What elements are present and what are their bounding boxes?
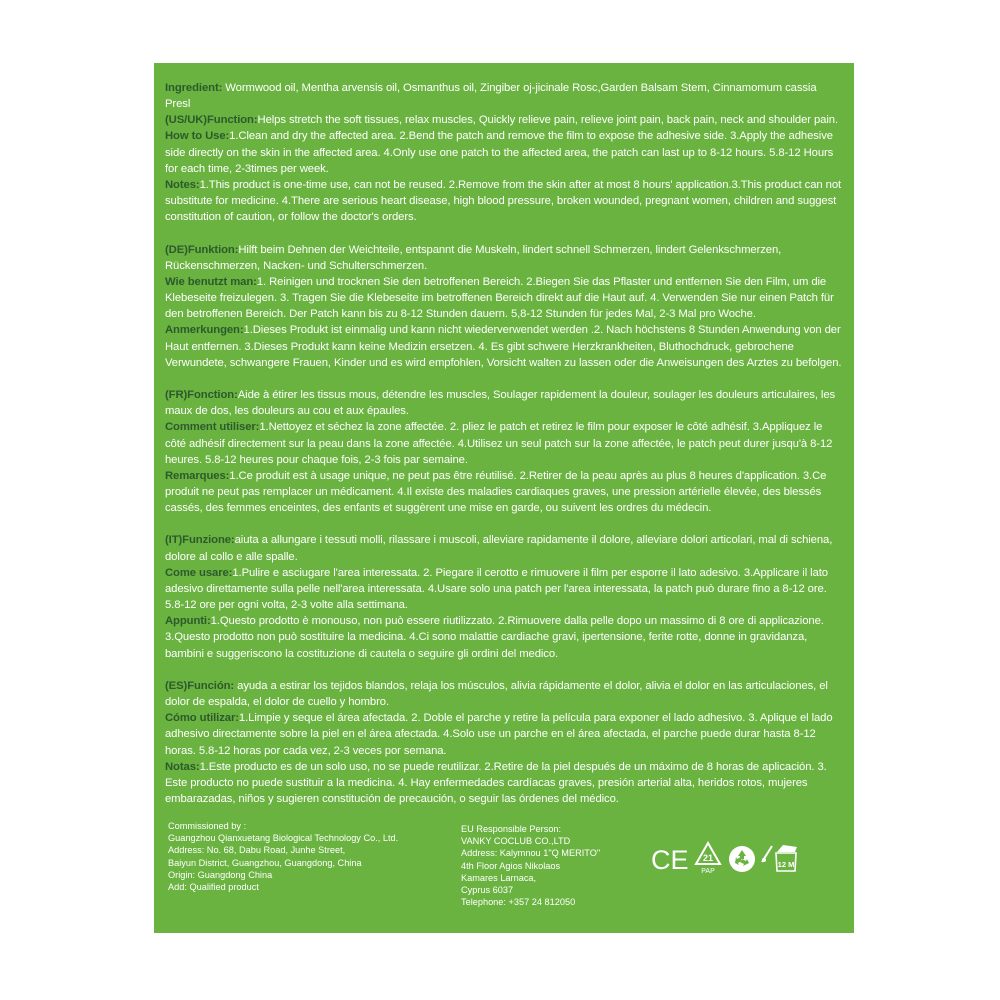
pap-recycling-icon <box>693 841 723 875</box>
section-label: Wie benutzt man: <box>165 275 257 288</box>
info-paragraph <box>165 387 844 419</box>
language-section <box>165 678 844 807</box>
info-paragraph <box>165 274 844 322</box>
info-paragraph <box>165 112 844 128</box>
footer-line: Telephone: +357 24 812050 <box>461 897 576 908</box>
section-text: 1.Este producto es de un solo uso, no se puede reutilizar. 2.Retire de la piel después de un máximo de 8 horas de aplicación. 3. Este producto no puede sustituir a la medicina. 4. Hay enfermedades cardíacas graves, presión arterial alta, heridos rotos, mujeres embarazadas, niños y sugieren constitución de precaución, o seguir las órdenes del médico. <box>165 760 827 805</box>
svg-text:CE: CE <box>651 845 689 873</box>
section-text: 1.Ce produit est à usage unique, ne peut pas être réutilisé. 2.Retirer de la peau après au plus 8 heures d'application. 3.Ce produit ne peut pas remplacer un médicament. 4.Il existe des maladies cardiaques graves, une pression artérielle élevée, des blessés cassés, des femmes enceintes, des enfants et suggèrent une mise en garde, ou suivent les ordres du médecin. <box>165 469 827 515</box>
section-label: (DE)Funktion: <box>165 243 239 256</box>
footer-line: EU Responsible Person: <box>461 824 562 834</box>
footer-line: Address: No. 68, Dabu Road, Junhe Street, <box>168 845 346 856</box>
section-label: Appunti: <box>165 615 211 628</box>
section-label: How to Use: <box>165 130 230 143</box>
footer-line: Add: Qualified product <box>168 882 259 893</box>
section-label: Comment utiliser: <box>165 421 260 434</box>
language-section <box>165 532 844 661</box>
footer-line: VANKY COCLUB CO.,LTD <box>461 836 571 847</box>
section-label: (US/UK)Function: <box>165 114 258 127</box>
section-label: Anmerkungen: <box>165 324 244 337</box>
section-label: Cómo utilizar: <box>165 712 239 725</box>
section-label: (FR)Fonction: <box>165 389 238 402</box>
section-text: 1.This product is one-time use, can not be reused. 2.Remove from the skin after at most 8 hours' application.3.This product can not substitute for medicine. 4.There are serious heart disease, high blood pressure, broken wounded, pregnant women, children and suggest constitution of caution, or follow the doctor's orders. <box>165 178 842 224</box>
section-text: 1. Reinigen und trocknen Sie den betroffenen Bereich. 2.Biegen Sie das Pflaster und entfernen Sie den Film, um die Klebeseite freizulegen. 3. Tragen Sie die Klebeseite im betroffenen Bereich direkt auf die Haut auf. 4. Verwenden Sie nur einen Patch für den betroffenen Bereich. Der Patch kann bis zu 8-12 Stunden dauern. 5,8-12 Stunden für jedes Mal, 2-3 Mal pro Woche. <box>165 275 834 321</box>
svg-text:PAP: PAP <box>701 868 715 875</box>
info-paragraph <box>165 322 844 370</box>
period-after-opening-icon <box>773 841 799 875</box>
info-paragraph <box>165 532 844 564</box>
recycle-icon <box>727 844 757 874</box>
svg-text:21: 21 <box>702 853 714 863</box>
svg-text:12 M: 12 M <box>777 860 795 869</box>
info-paragraph <box>165 565 844 613</box>
trash-disposal-icon <box>761 845 773 863</box>
package-label-panel <box>154 63 854 933</box>
info-paragraph <box>165 128 844 176</box>
section-text: Hilft beim Dehnen der Weichteile, entspannt die Muskeln, lindert schnell Schmerzen, lindert Gelenkschmerzen, Rückenschmerzen, Nacken- und Schulterschmerzen. <box>165 243 782 272</box>
section-label: Come usare: <box>165 566 233 579</box>
section-label: Remarques: <box>165 469 230 482</box>
section-label: (IT)Funzione: <box>165 534 235 547</box>
footer-line: 4th Floor Agios Nikolaos <box>461 860 561 871</box>
footer-line: Commissioned by : <box>168 821 247 831</box>
language-section <box>165 242 844 371</box>
info-paragraph <box>165 80 844 112</box>
section-text: 1.Nettoyez et séchez la zone affectée. 2. pliez le patch et retirez le film pour exposer le côté adhésif. 3.Appliquez le côté adhésif directement sur la peau dans la zone affectée. 4.Utilisez un seul patch sur la zone affectée, le patch peut durer jusqu'à 8-12 heures. 5.8-12 heures pour chaque fois, 2-3 fois par semaine. <box>165 421 833 466</box>
footer-line: Kamares Larnaca, <box>461 872 537 883</box>
section-text: ayuda a estirar los tejidos blandos, relaja los músculos, alivia rápidamente el dolor, alivia el dolor en las articulaciones, el dolor de espalda, el dolor de cuello y hombro. <box>165 679 828 709</box>
section-text: 1.Clean and dry the affected area. 2.Bend the patch and remove the film to expose the adhesive side. 3.Apply the adhesive side directly on the skin in the affected area. 4.Only use one patch to the affected area, the patch can last up to 8-12 hours. 5.8-12 Hours for each time, 2-3times per week. <box>165 130 834 175</box>
label-footer <box>154 820 854 930</box>
info-paragraph <box>165 710 844 758</box>
info-paragraph <box>165 678 844 710</box>
footer-line: Address: Kalymnou 1"Q MERITO" <box>461 848 601 859</box>
section-label: Notes: <box>165 178 200 191</box>
info-paragraph <box>165 759 844 807</box>
section-text: Helps stretch the soft tissues, relax muscles, Quickly relieve pain, relieve joint pain, back pain, neck and shoulder pain. <box>257 114 838 127</box>
eu-responsible-person-info <box>461 823 600 908</box>
info-paragraph <box>165 177 844 225</box>
info-paragraph <box>165 613 844 661</box>
language-section <box>165 80 844 225</box>
info-paragraph <box>165 419 844 467</box>
section-text: 1.Pulire e asciugare l'area interessata. 2. Piegare il cerotto e rimuovere il film per esporre il lato adesivo. 3.Applicare il lato adesivo direttamente sulla pelle nell'area interessata. 4.Usare solo una patch per l'area interessata, la patch può durare fino a 8-12 ore. 5.8-12 ore per ogni volta, 2-3 volte alla settimana. <box>165 566 828 612</box>
label-content <box>165 80 844 807</box>
section-text: 1.Dieses Produkt ist einmalig und kann nicht wiederverwendet werden .2. Nach höchstens 8 Stunden Anwendung von der Haut entfernen. 3.Dieses Produkt kann keine Medizin ersetzen. 4. Es gibt schwere Herzkrankheiten, Bluthochdruck, gebrochene Verwundete, schwangere Frauen, Kinder und es wird empfohlen, Vorsicht walten zu lassen oder die Anweisungen des Arztes zu befolgen. <box>165 324 842 369</box>
info-paragraph <box>165 242 844 274</box>
section-text: 1.Limpie y seque el área afectada. 2. Doble el parche y retire la película para exponer el lado adhesivo. 3. Aplique el lado adhesivo directamente sobre la piel en el área afectada. 4.Solo use un parche en el área afectada, el parche puede durar hasta 8-12 horas. 5.8-12 horas por cada vez, 2-3 veces por semana. <box>165 712 833 757</box>
section-text: Aide à étirer les tissus mous, détendre les muscles, Soulager rapidement la douleur, soulager les douleurs articulaires, les maux de dos, les douleurs au cou et aux épaules. <box>165 389 836 418</box>
footer-line: Baiyun District, Guangzhou, Guangdong, China <box>168 857 362 868</box>
certification-icons <box>651 841 801 877</box>
manufacturer-info <box>168 820 398 893</box>
section-text: Wormwood oil, Mentha arvensis oil, Osmanthus oil, Zingiber oj-jicinale Rosc,Garden Balsam Stem, Cinnamomum cassia Presl <box>165 82 817 111</box>
footer-line: Guangzhou Qianxuetang Biological Technology Co., Ltd. <box>168 833 399 844</box>
footer-line: Cyprus 6037 <box>461 885 514 896</box>
info-paragraph <box>165 468 844 516</box>
section-label: Notas: <box>165 760 200 773</box>
section-text: 1.Questo prodotto è monouso, non può essere riutilizzato. 2.Rimuovere dalla pelle dopo un massimo di 8 ore di applicazione. 3.Questo prodotto non può sostituire la medicina. 4.Ci sono malattie cardiache gravi, ipertensione, ferite rotte, donne in gravidanza, bambini e suggeriscono la costituzione di cautela o seguire gli ordini del medico. <box>165 615 824 660</box>
ce-mark-icon <box>651 845 689 873</box>
footer-line: Origin: Guangdong China <box>168 869 273 880</box>
section-text: aiuta a allungare i tessuti molli, rilassare i muscoli, alleviare rapidamente il dolore, alleviare dolori articolari, mal di schiena, dolore al collo e alle spalle. <box>165 534 833 563</box>
language-section <box>165 387 844 516</box>
section-label: (ES)Función: <box>165 679 235 692</box>
section-label: Ingredient: <box>165 82 223 94</box>
